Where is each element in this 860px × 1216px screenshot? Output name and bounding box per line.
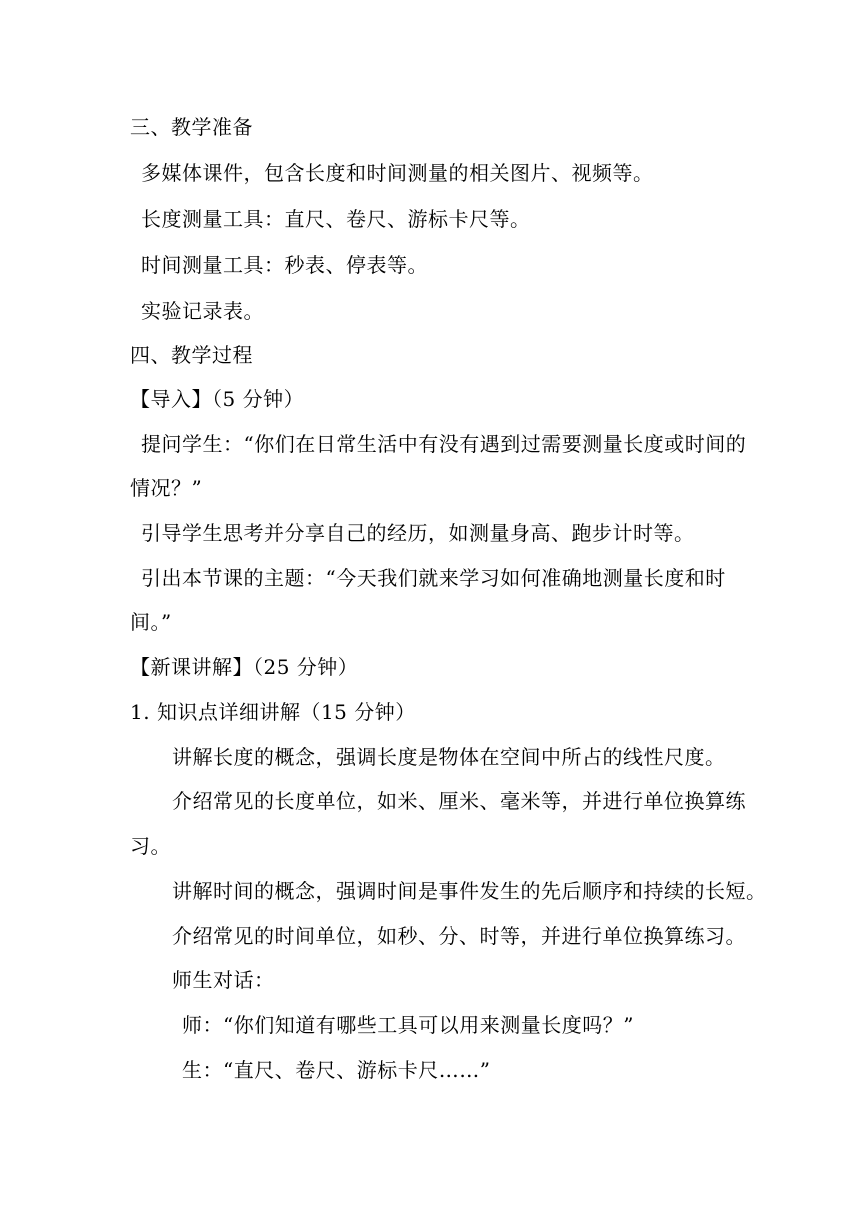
paragraph-line: 讲解长度的概念，强调长度是物体在空间中所占的线性尺度。: [172, 745, 726, 769]
paragraph-line: 间。”: [130, 610, 172, 634]
paragraph-line: 引导学生思考并分享自己的经历，如测量身高、跑步计时等。: [141, 521, 695, 545]
paragraph-line: 习。: [130, 834, 171, 858]
dialogue-line: 师：“你们知道有哪些工具可以用来测量长度吗？”: [182, 1013, 634, 1037]
paragraph-line: 引出本节课的主题：“今天我们就来学习如何准确地测量长度和时: [141, 566, 726, 590]
paragraph-line: 介绍常见的长度单位，如米、厘米、毫米等，并进行单位换算练: [172, 789, 746, 813]
paragraph-line: 讲解时间的概念，强调时间是事件发生的先后顺序和持续的长短。: [172, 879, 767, 903]
paragraph-line: 实验记录表。: [141, 299, 264, 323]
paragraph-line: 提问学生：“你们在日常生活中有没有遇到过需要测量长度或时间的: [141, 432, 747, 456]
numbered-item-heading: 1. 知识点详细讲解（15 分钟）: [130, 700, 416, 724]
paragraph-line: 多媒体课件，包含长度和时间测量的相关图片、视频等。: [141, 161, 654, 185]
paragraph-line: 情况？”: [130, 476, 203, 500]
paragraph-line: 师生对话：: [172, 968, 275, 992]
section-heading-process: 四、教学过程: [130, 343, 253, 367]
paragraph-line: 时间测量工具：秒表、停表等。: [141, 253, 428, 277]
section-heading-preparation: 三、教学准备: [130, 115, 253, 139]
dialogue-line: 生：“直尺、卷尺、游标卡尺……”: [182, 1058, 491, 1082]
subsection-heading-intro: 【导入】（5 分钟）: [130, 387, 305, 411]
paragraph-line: 长度测量工具：直尺、卷尺、游标卡尺等。: [141, 207, 531, 231]
paragraph-line: 介绍常见的时间单位，如秒、分、时等，并进行单位换算练习。: [172, 924, 746, 948]
subsection-heading-new-lesson: 【新课讲解】（25 分钟）: [130, 655, 359, 679]
